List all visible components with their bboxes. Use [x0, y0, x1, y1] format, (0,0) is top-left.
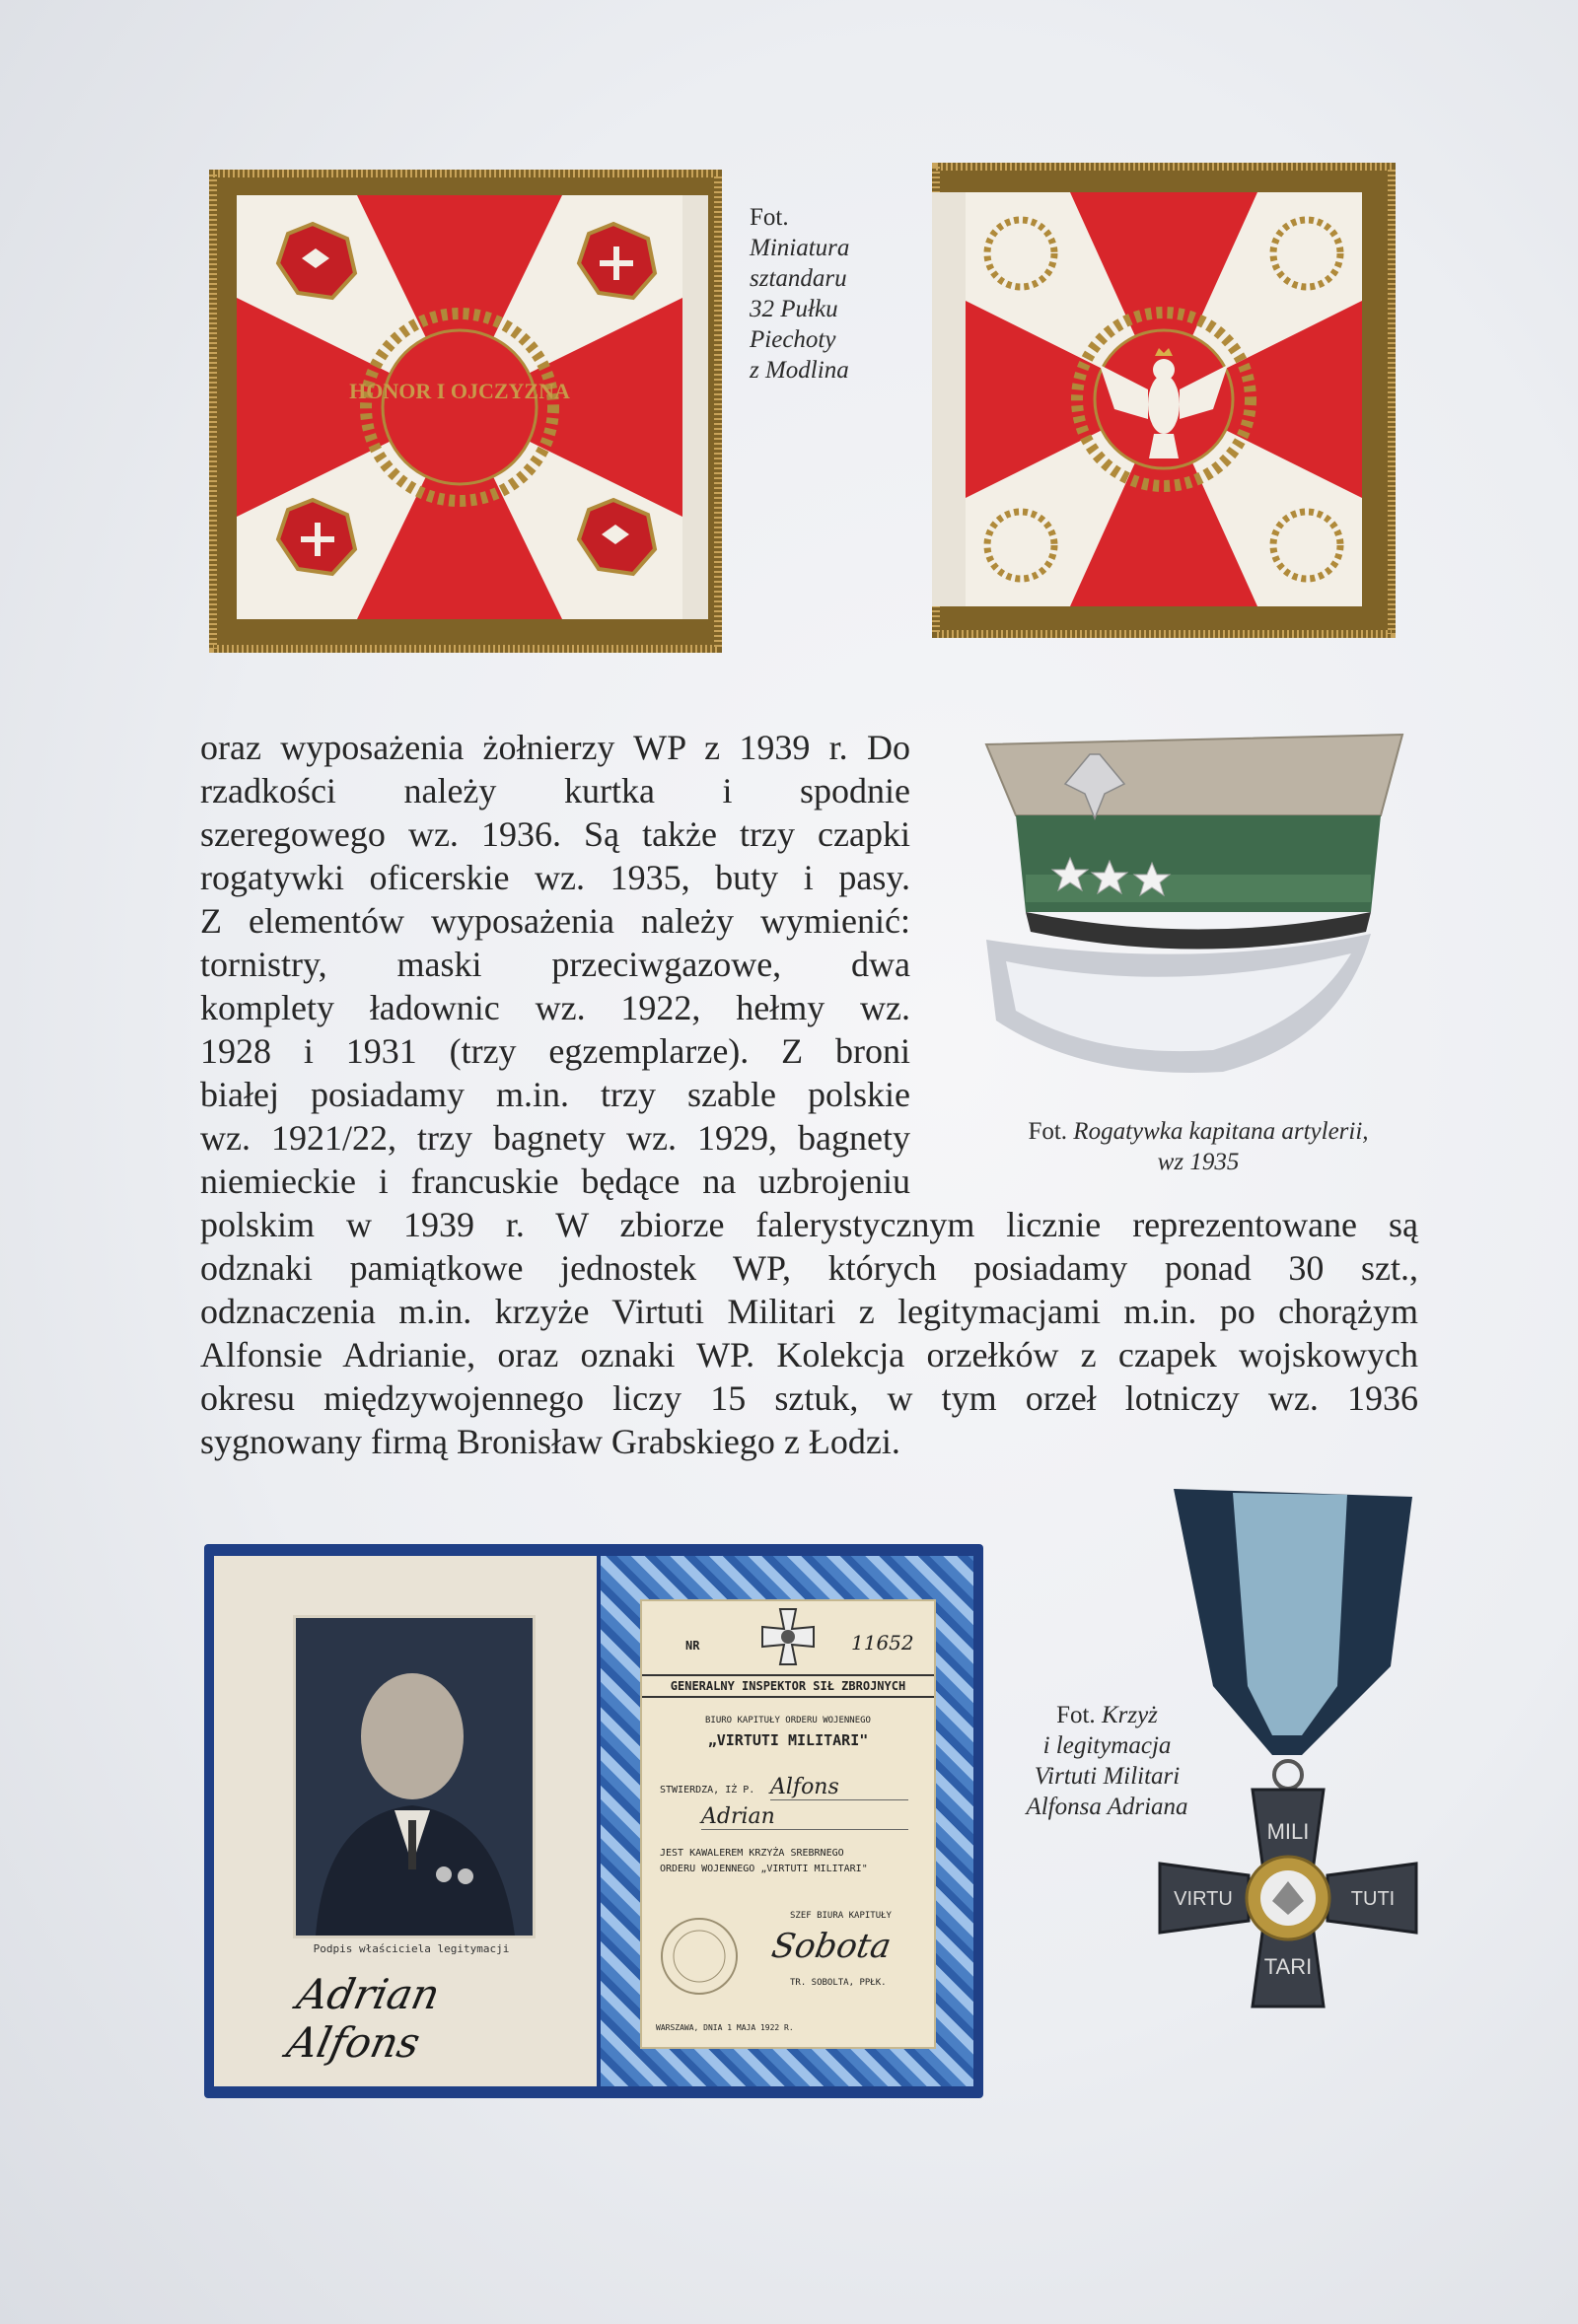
official-seal-icon [658, 1915, 741, 1998]
body-line: Z elementów wyposażenia należy wymienić: [200, 901, 910, 941]
cap-caption-line1: Fot. Rogatywka kapitana artylerii, [1028, 1118, 1369, 1145]
body-line: polskim w 1939 r. W zbiorze falerystycznym licznie reprezentowane są [200, 1205, 1418, 1244]
id-certificate-panel [640, 1599, 936, 2049]
medal-arm-right: TUTI [1350, 1888, 1396, 1910]
rogatywka-graphic [976, 725, 1410, 1094]
body-line: Alfonsie Adrianie, oraz oznaki WP. Kolekcja orzełków z czapek wojskowych [200, 1335, 1418, 1374]
chief-signature: Sobota [768, 1927, 895, 1966]
body-text-wide [200, 1203, 1418, 1463]
body-line: oraz wyposażenia żołnierzy WP z 1939 r. Do [200, 728, 910, 767]
id-left-page [214, 1556, 597, 2086]
cap-photo [976, 725, 1410, 1094]
office-name: BIURO KAPITUŁY ORDERU WOJENNEGO [705, 1716, 871, 1725]
body-line: wz. 1921/22, trzy bagnety wz. 1929, bagnety [200, 1118, 910, 1158]
id-right-page [601, 1556, 973, 2086]
medal-arm-left: VIRTU [1174, 1888, 1233, 1910]
caption-line: 32 Pułku [750, 296, 838, 322]
medal-caption [1001, 1700, 1213, 1822]
body-line: komplety ładownic wz. 1922, hełmy wz. [200, 988, 910, 1027]
cap-caption [986, 1116, 1410, 1177]
flag-left-graphic [209, 170, 722, 653]
chief-name: TR. SOBOLTA, PPŁK. [790, 1978, 887, 1988]
body-line: odznaki pamiątkowe jednostek WP, których posiadamy ponad 30 szt., [200, 1248, 1418, 1288]
medal-caption-line: Fot. Krzyż [1056, 1702, 1158, 1728]
caption-line: sztandaru [750, 265, 847, 292]
statement-line1: JEST KAWALEREM KRZYŻA SREBRNEGO [660, 1848, 844, 1859]
portrait-graphic [296, 1618, 533, 1936]
certifies-label: STWIERDZA, IŻ P. [660, 1785, 755, 1796]
owner-portrait [293, 1615, 536, 1938]
caption-line: z Modlina [750, 357, 849, 384]
photo-caption: Podpis właściciela legitymacji [313, 1942, 510, 1955]
flag-left-motto: HONOR I OJCZYZNA [349, 379, 570, 403]
medal-caption-line: Alfonsa Adriana [1026, 1794, 1188, 1820]
caption-fot: Fot. [750, 204, 789, 231]
body-line: rzadkości należy kurtka i spodnie [200, 771, 910, 810]
body-line: tornistry, maski przeciwgazowe, dwa [200, 945, 910, 984]
cap-caption-line2: wz 1935 [1157, 1149, 1240, 1175]
medal-caption-line: i legitymacja [1042, 1732, 1172, 1759]
recipient-last-name: Adrian [701, 1804, 908, 1830]
issuer-header: GENERALNY INSPEKTOR SIŁ ZBROJNYCH [642, 1674, 934, 1698]
recipient-first-name: Alfons [770, 1775, 908, 1800]
order-name: „VIRTUTI MILITARI" [707, 1731, 869, 1749]
body-line: białej posiadamy m.in. trzy szable polskie [200, 1075, 910, 1114]
medal-arm-top: MILI [1266, 1819, 1310, 1844]
body-line: rogatywki oficerskie wz. 1935, buty i pasy. [200, 858, 910, 897]
statement-line2: ORDERU WOJENNEGO „VIRTUTI MILITARI" [660, 1864, 868, 1874]
place-date: WARSZAWA, DNIA 1 MAJA 1922 R. [656, 2023, 794, 2032]
flag-miniature-right [932, 163, 1396, 638]
nr-label: NR [685, 1639, 700, 1653]
body-text-narrow [200, 726, 910, 1203]
owner-signature: Adrian Alfons [282, 1970, 445, 2067]
medal-caption-line: Virtuti Militari [1034, 1763, 1181, 1790]
flag-caption [750, 202, 888, 386]
virtuti-militari-id-document [204, 1544, 983, 2098]
body-line: 1928 i 1931 (trzy egzemplarze). Z broni [200, 1031, 910, 1071]
body-line: odznaczenia m.in. krzyże Virtuti Militari z legitymacjami m.in. po chorążym [200, 1292, 1418, 1331]
flag-right-graphic [932, 163, 1396, 638]
caption-line: Piechoty [750, 326, 836, 353]
body-line: szeregowego wz. 1936. Są także trzy czapki [200, 814, 910, 854]
cross-emblem-icon [758, 1607, 818, 1666]
body-line: niemieckie i francuskie będące na uzbrojeniu [200, 1162, 910, 1201]
body-line: okresu międzywojennego liczy 15 sztuk, w tym orzeł lotniczy wz. 1936 [200, 1378, 1418, 1418]
nr-value: 11652 [851, 1631, 914, 1655]
body-line: sygnowany firmą Bronisław Grabskiego z Łodzi. [200, 1422, 900, 1461]
medal-arm-bottom: TARI [1263, 1954, 1313, 1979]
flag-miniature-left [209, 170, 722, 653]
chief-label: SZEF BIURA KAPITUŁY [790, 1911, 892, 1921]
caption-line: Miniatura [750, 235, 850, 261]
